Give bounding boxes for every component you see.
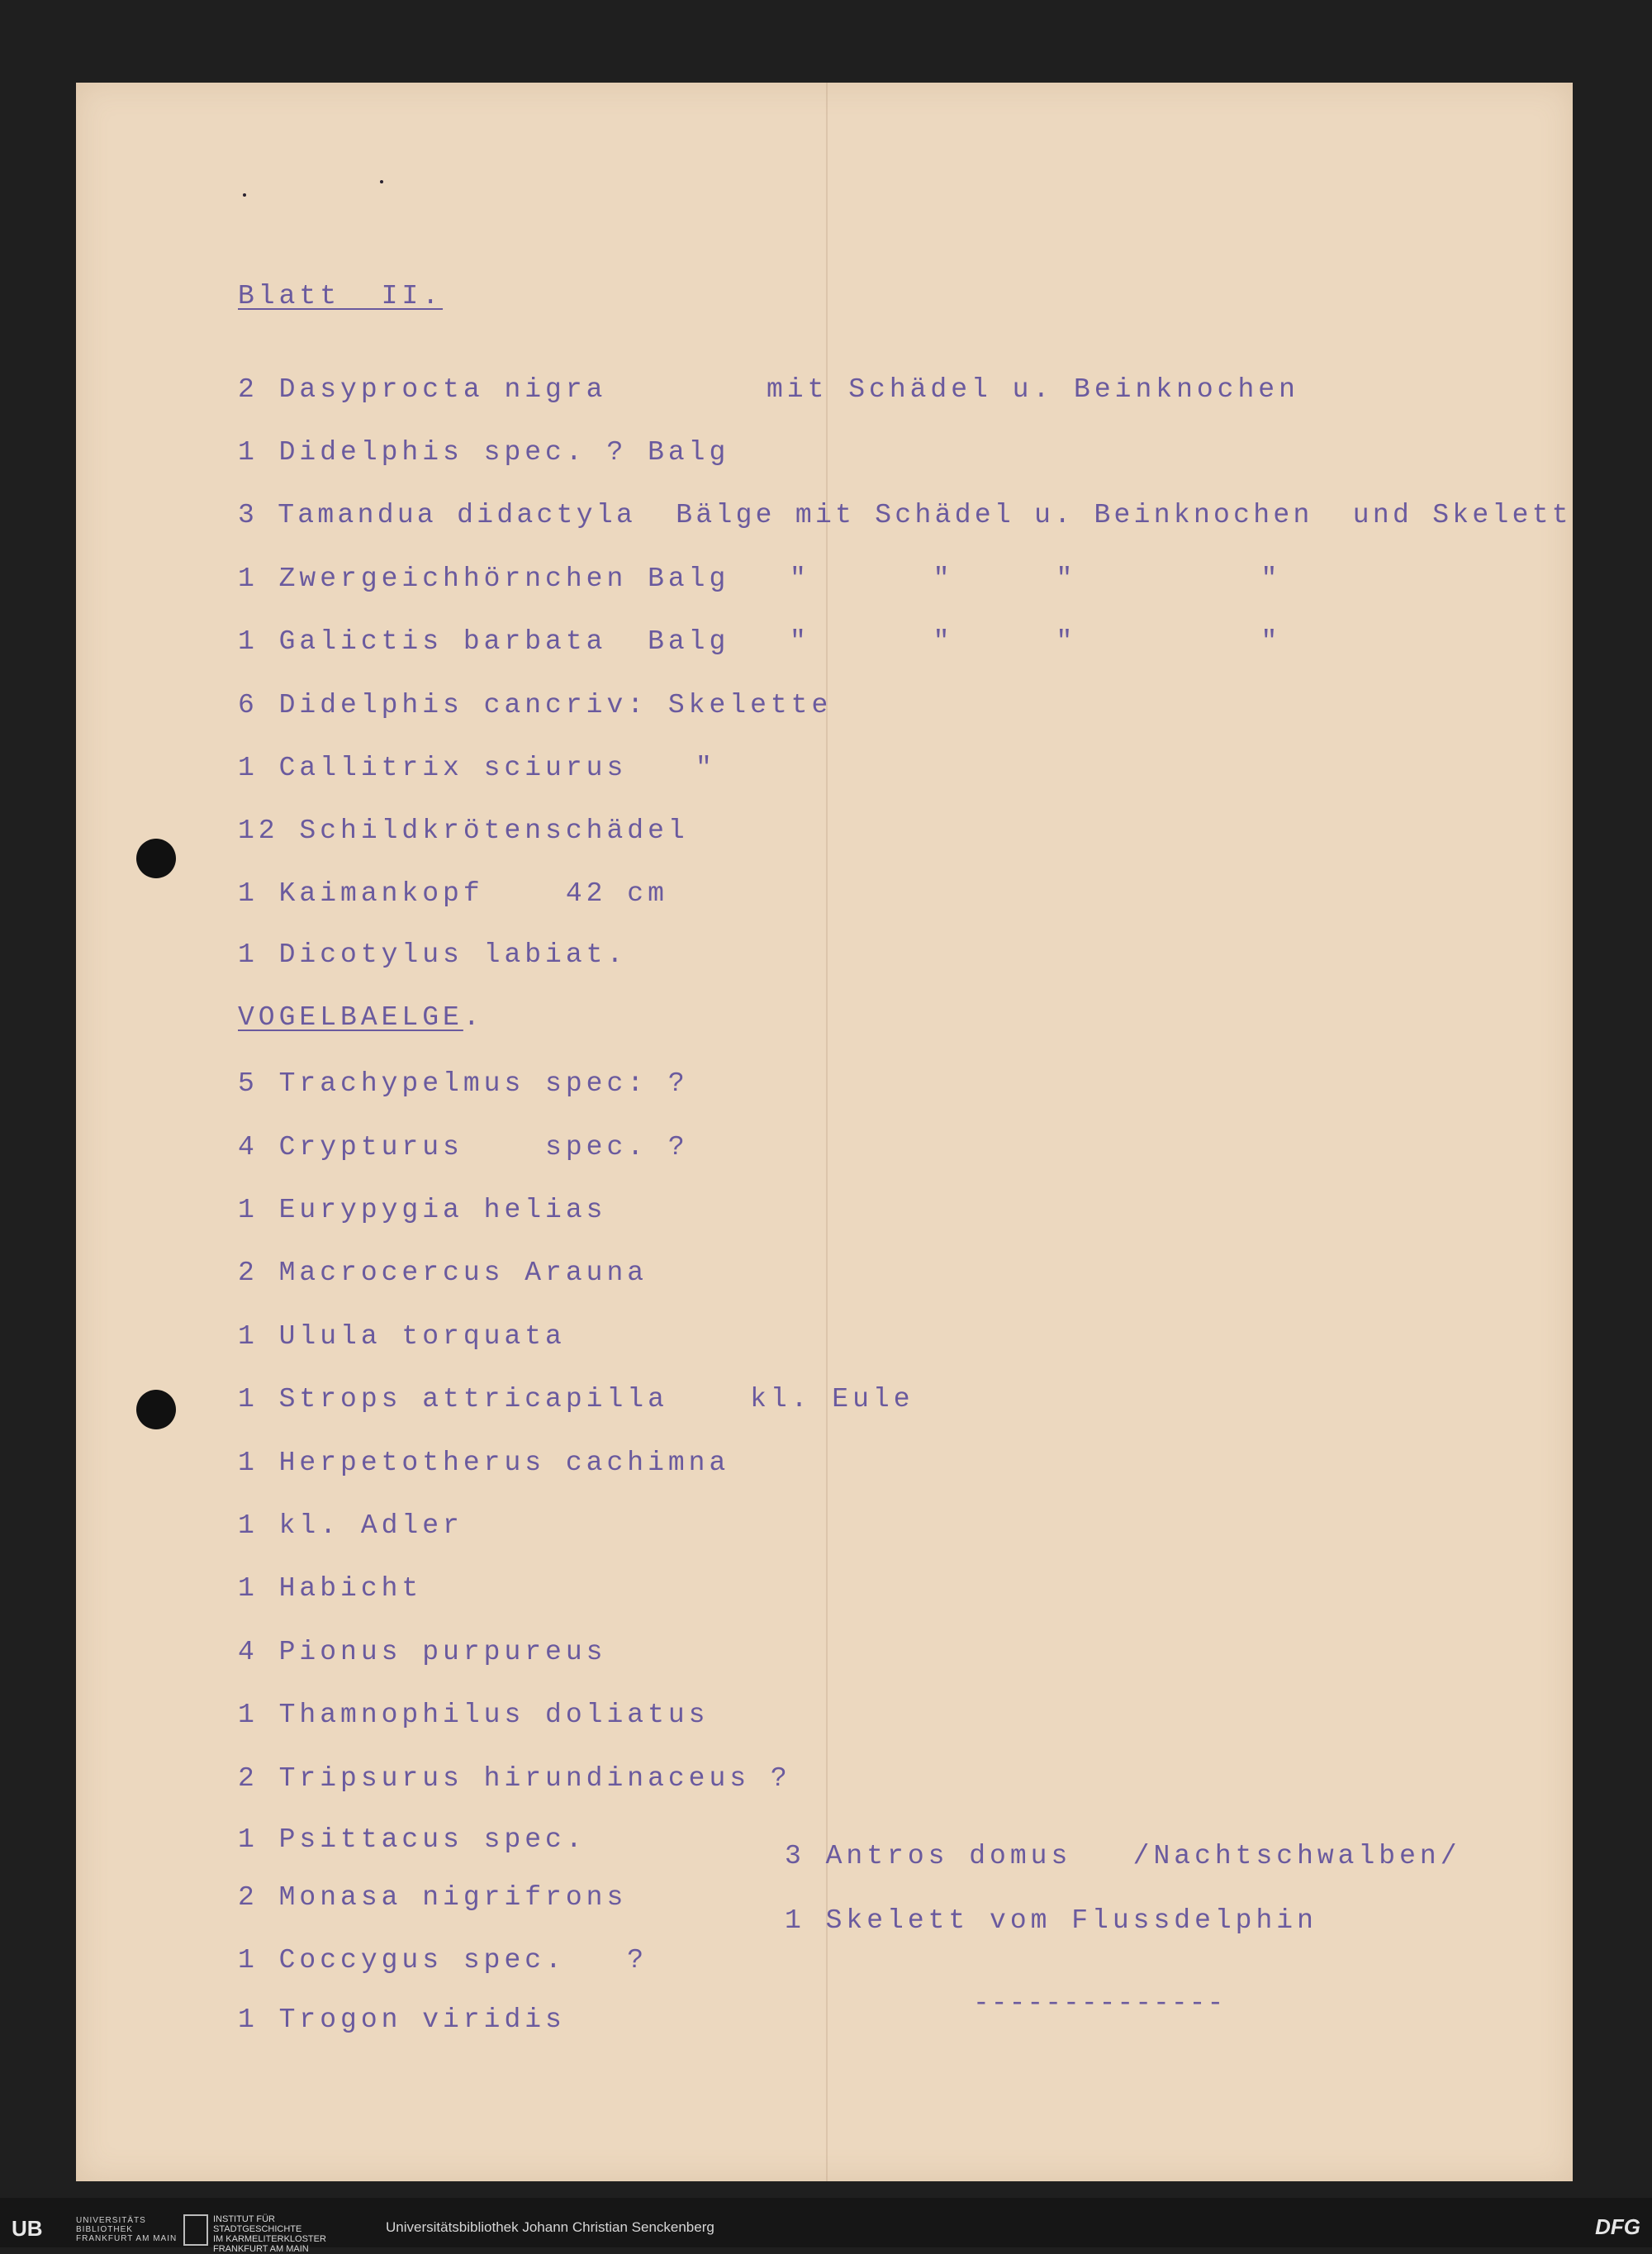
list-line: 2 Dasyprocta nigra	[238, 374, 607, 405]
bird-line: 4 Crypturus spec. ?	[238, 1132, 689, 1163]
section-heading-suffix: .	[463, 1002, 484, 1033]
ub-logo-text: UNIVERSITÄTS BIBLIOTHEK FRANKFURT AM MAIN	[76, 2216, 178, 2243]
side-line: 3 Antros domus /Nachtschwalben/	[785, 1841, 1461, 1871]
bird-line: 1 Strops attricapilla kl. Eule	[238, 1384, 914, 1415]
ink-speck	[380, 180, 383, 183]
footer-title: Universitätsbibliothek Johann Christian Senckenberg	[386, 2219, 714, 2235]
list-line: 1 Zwergeichhörnchen Balg	[238, 564, 730, 594]
bird-line: 1 Thamnophilus doliatus	[238, 1700, 710, 1730]
ink-speck	[243, 193, 246, 197]
dfg-logo: DFG	[1595, 2214, 1640, 2239]
bird-line: 2 Tripsurus hirundinaceus ?	[238, 1763, 791, 1794]
page-heading: Blatt II.	[238, 281, 444, 311]
closing-dash-line: --------------	[973, 1988, 1226, 2019]
punch-hole-lower	[136, 1390, 176, 1429]
bird-line: 4 Pionus purpureus	[238, 1637, 607, 1667]
punch-hole-upper	[136, 839, 176, 878]
bird-line: 2 Macrocercus Arauna	[238, 1258, 648, 1288]
bird-line: 1 kl. Adler	[238, 1510, 463, 1541]
footer-bar	[0, 2198, 1652, 2254]
bird-line: 1 Trogon viridis	[238, 2004, 566, 2035]
list-line: 1 Dicotylus labiat.	[238, 939, 628, 970]
section-heading	[238, 1004, 484, 1031]
list-line: 1 Didelphis spec. ? Balg	[238, 437, 730, 468]
ditto-marks: " " " "	[790, 626, 1282, 657]
bird-line: 5 Trachypelmus spec: ?	[238, 1068, 689, 1099]
list-line: 1 Callitrix sciurus	[238, 753, 628, 783]
ub-logo: UB	[12, 2216, 43, 2241]
institute-building-icon	[183, 2214, 208, 2246]
bird-line: 1 Habicht	[238, 1573, 423, 1604]
list-line-annotation: mit Schädel u. Beinknochen	[767, 374, 1299, 405]
list-line: 6 Didelphis cancriv: Skelette	[238, 690, 833, 720]
list-line: 1 Kaimankopf 42 cm	[238, 878, 668, 909]
list-line: 1 Galictis barbata Balg	[238, 626, 730, 657]
list-line: 12 Schildkrötenschädel	[238, 816, 689, 846]
bird-line: 1 Herpetotherus cachimna	[238, 1448, 730, 1478]
institute-logo-text: INSTITUT FÜR STADTGESCHICHTE IM KARMELITERKLOSTER FRANKFURT AM MAIN	[213, 2214, 326, 2254]
bird-line: 1 Eurypygia helias	[238, 1195, 607, 1225]
side-line: 1 Skelett vom Flussdelphin	[785, 1905, 1317, 1936]
bird-line: 2 Monasa nigrifrons	[238, 1882, 628, 1913]
section-heading-text: VOGELBAELGE	[238, 1002, 463, 1033]
ditto-marks: " " " "	[790, 564, 1282, 594]
list-line: 3 Tamandua didactyla Bälge mit Schädel u. Beinknochen und Skelett	[238, 500, 1572, 530]
ditto-marks: "	[695, 753, 716, 783]
bird-line: 1 Psittacus spec.	[238, 1824, 586, 1855]
bird-line: 1 Ulula torquata	[238, 1321, 566, 1352]
bird-line: 1 Coccygus spec. ?	[238, 1945, 648, 1976]
